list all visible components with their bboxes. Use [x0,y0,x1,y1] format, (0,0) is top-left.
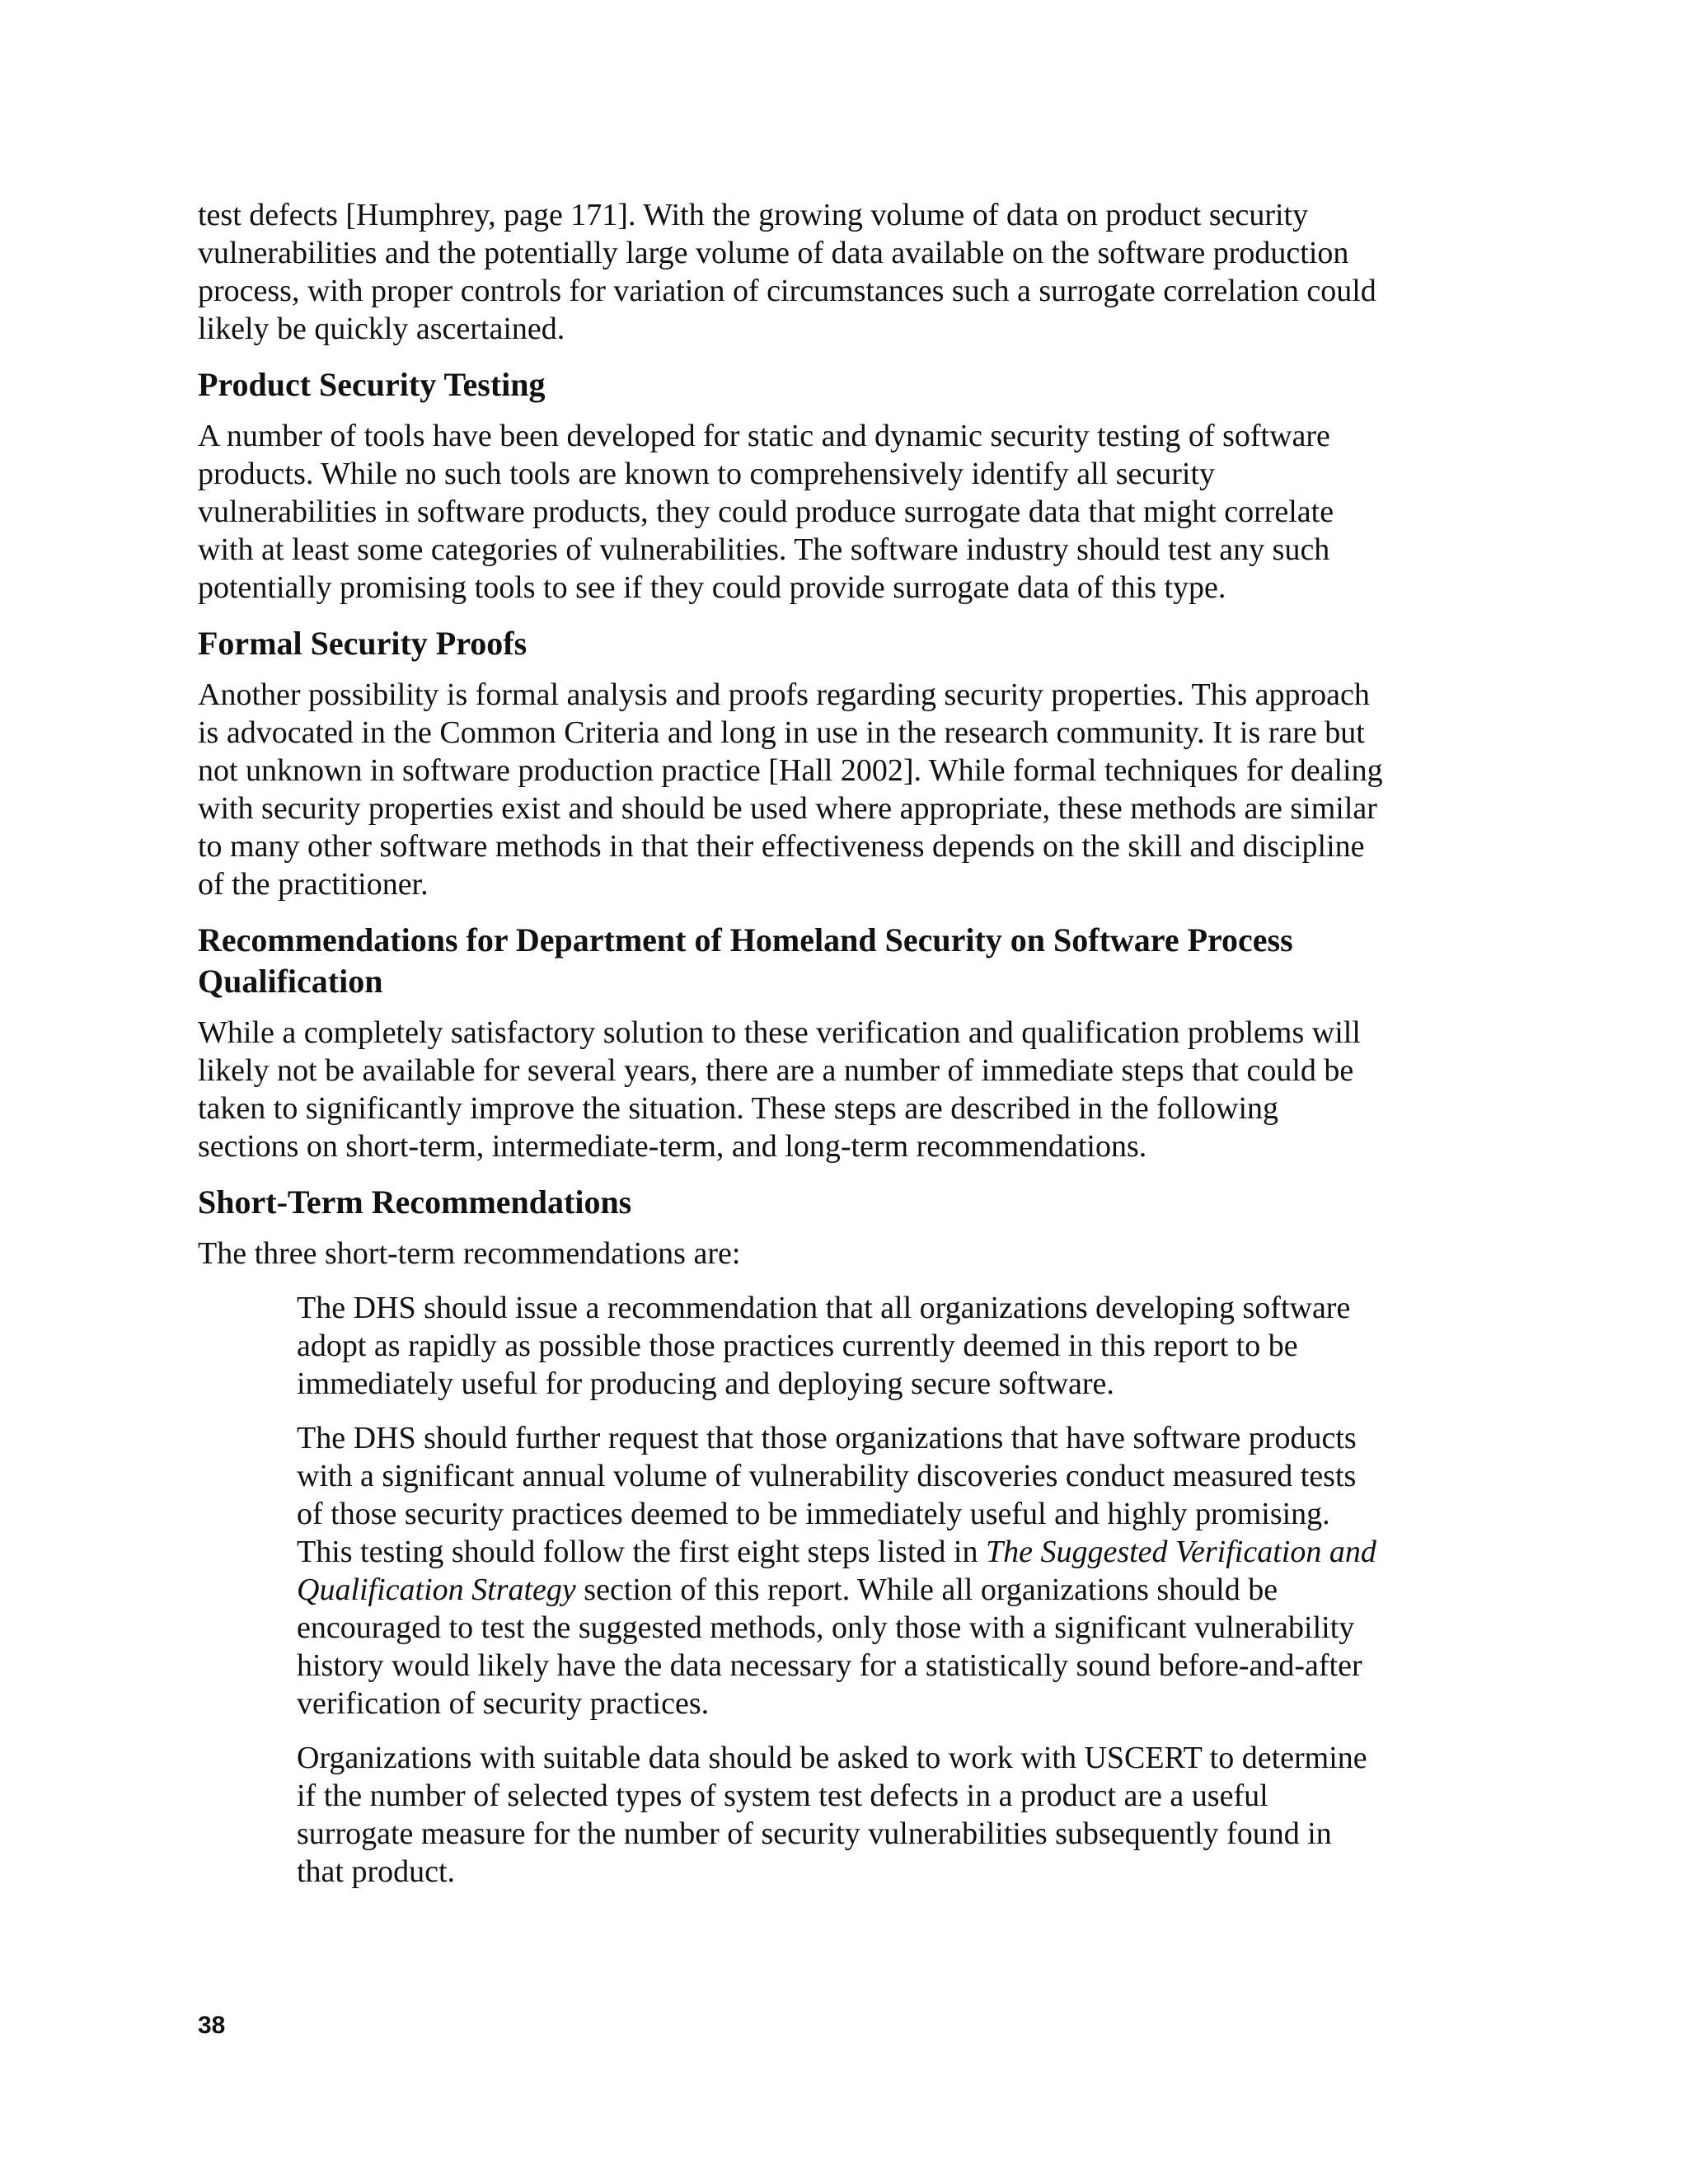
page-body [198,196,1385,1907]
short-term-item-2 [297,1419,1385,1722]
heading-recommendations-dhs: Recommendations for Department of Homeland Security on Software Process Qualification [198,921,1293,1000]
paragraph-formal-security-proofs: Another possibility is formal analysis and proofs regarding security properties. This approach is advocated in the Common Criteria and long in use in the research community. It is rare but not unknown in software production practice [Hall 2002]. While formal techniques for dealing with security properties exist and should be used where appropriate, these methods are similar to many other software methods in that their effectiveness depends on the skill and discipline of the practitioner. [198,677,1383,902]
paragraph-recommendations-dhs: While a completely satisfactory solution to these verification and qualification problems will likely not be available for several years, there are a number of immediate steps that could be taken to significantly improve the situation. These steps are described in the following sections on short-term, intermediate-term, and long-term recommendations. [198,1015,1361,1164]
short-term-item-1: The DHS should issue a recommendation that all organizations developing software adopt as rapidly as possible those practices currently deemed in this report to be immediately useful for producing and deploying secure software. [297,1291,1351,1401]
short-term-item-3: Organizations with suitable data should be asked to work with USCERT to determine if the number of selected types of system test defects in a product are a useful surrogate measure for the number of security vulnerabilities subsequently found in that product. [297,1741,1367,1889]
page-number: 38 [198,2012,226,2039]
paragraph-product-security-testing: A number of tools have been developed for static and dynamic security testing of software products. While no such tools are known to comprehensively identify all security vulnerabilities in software products, they could produce surrogate data that might correlate with at least some categories of vulnerabilities. The software industry should test any such potentially promising tools to see if they could provide surrogate data of this type. [198,419,1334,605]
short-term-item-2-text-start: The DHS should further request that those organizations that have software products with a significant annual volume of vulnerability discoveries conduct measured tests of those security practices deemed to be immediately useful and highly promising. This testing should follow the first eight steps listed in [297,1421,1357,1569]
short-term-recommendation-list [297,1289,1385,1891]
heading-product-security-testing: Product Security Testing [198,366,546,403]
heading-formal-security-proofs: Formal Security Proofs [198,625,528,662]
short-term-intro: The three short-term recommendations are: [198,1236,741,1271]
report-section-title-italic: The Suggested Verification and Qualification Strategy [297,1535,1376,1607]
intro-paragraph: test defects [Humphrey, page 171]. With the growing volume of data on product security vulnerabilities and the potentially large volume of data available on the software production process, with proper controls for variation of circumstances such a surrogate correlation could likely be quickly ascertained. [198,198,1376,346]
short-term-item-2-text-end: section of this report. While all organizations should be encouraged to test the suggested methods, only those with a significant vulnerability history would likely have the data necessary for a statistically sound before-and-after verification of security practices. [297,1572,1362,1721]
heading-short-term-recommendations: Short-Term Recommendations [198,1183,632,1221]
